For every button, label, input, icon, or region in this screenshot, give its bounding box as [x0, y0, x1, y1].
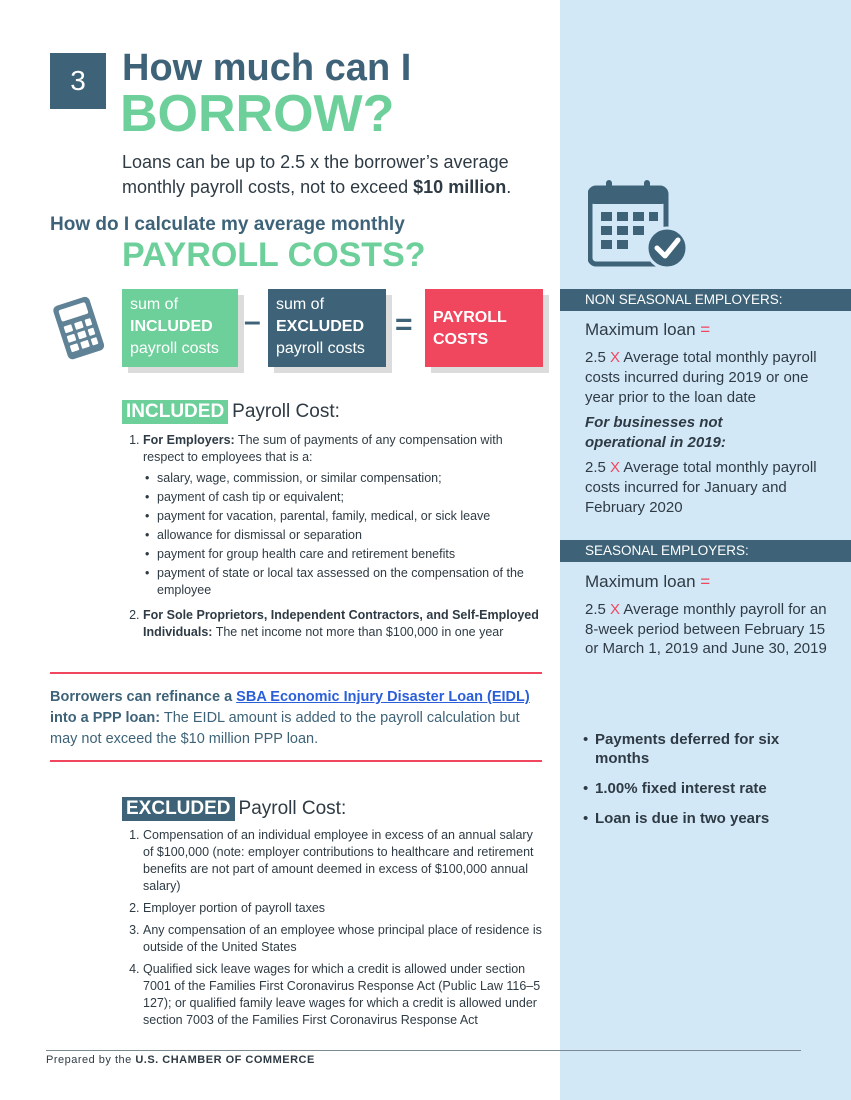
excluded-list — [125, 827, 545, 1034]
intro-bold-amount: $10 million — [413, 177, 507, 197]
payroll-costs-box: PAYROLL COSTS — [425, 289, 543, 367]
list-item: 2. For Sole Proprietors, Independent Contractors, and Self-Employed Individuals: The net income not more than $100,000 in one year — [143, 607, 545, 641]
calendar-check-icon — [588, 178, 692, 270]
footer-credit: Prepared by the U.S. CHAMBER OF COMMERCE — [46, 1054, 315, 1066]
calc-heading: PAYROLL COSTS? — [122, 236, 426, 274]
excluded-tag: EXCLUDED — [122, 797, 235, 821]
included-heading: INCLUDED Payroll Cost: — [122, 400, 340, 424]
non-seasonal-formula: 2.5 X Average total monthly payroll costs incurred during 2019 or one year prior to the loan date — [585, 349, 817, 406]
refinance-callout: Borrowers can refinance a SBA Economic Injury Disaster Loan (EIDL) into a PPP loan: The EIDL amount is added to the payroll calculation but may not exceed the $10 million PPP loan. — [50, 689, 530, 747]
seasonal-formula: 2.5 X Average monthly payroll for an 8-week period between February 15 or March 1, 2019 and June 30, 2019 — [585, 601, 827, 657]
seasonal-max-loan: Maximum loan = — [585, 572, 711, 591]
non-seasonal-band: NON SEASONAL EMPLOYERS: — [560, 289, 851, 311]
list-item: 2. Employer portion of payroll taxes — [143, 900, 545, 917]
list-item: • payment for vacation, parental, family, medical, or sick leave — [157, 508, 545, 525]
list-item: 1. Compensation of an individual employee in excess of an annual salary of $100,000 (note: employer contributions to healthcare and retirement benefits are not part of amount deemed in excess of $100,000 annual salary) — [143, 827, 545, 895]
eidl-link[interactable]: SBA Economic Injury Disaster Loan (EIDL) — [236, 689, 530, 705]
equals-sign: = — [395, 308, 413, 341]
loan-terms-list — [585, 730, 825, 839]
seasonal-band: SEASONAL EMPLOYERS: — [560, 540, 851, 562]
intro-text: Loans can be up to 2.5 x the borrower’s average monthly payroll costs, not to exceed $10 million. — [122, 152, 512, 197]
list-item: • allowance for dismissal or separation — [157, 527, 545, 544]
page-title-line1: How much can I — [122, 47, 412, 89]
section-number: 3 — [50, 53, 106, 109]
list-item: • payment of state or local tax assessed on the compensation of the employee — [157, 565, 527, 599]
divider-bottom — [50, 760, 542, 762]
divider-top — [50, 672, 542, 674]
excluded-costs-box: sum of EXCLUDED payroll costs — [268, 289, 386, 367]
list-item: 3. Any compensation of an employee whose principal place of residence is outside of the United States — [143, 922, 545, 956]
non-seasonal-max-loan: Maximum loan = — [585, 320, 711, 339]
list-item: • Loan is due in two years — [595, 809, 825, 828]
not-operational-note: For businesses not operational in 2019: — [585, 414, 726, 451]
list-item: • payment for group health care and retirement benefits — [157, 546, 545, 563]
list-item: 1. For Employers: The sum of payments of any compensation with respect to employees that is a: • salary, wage, commission, or similar compensation; • payment of cash tip or equivalent; • payment for vacation, parental, family, medical, or sick leave • allowance for dismissal or separation • payment for group health care and retirement benefits • payment of state or local tax assessed on the compensation of the employee — [143, 432, 545, 599]
list-item: 4. Qualified sick leave wages for which a credit is allowed under section 7001 of the Families First Coronavirus Response Act (Public Law 116–5 127); or qualified family leave wages for which a credit is allowed under section 7003 of the Families First Coronavirus Response Act — [143, 961, 545, 1029]
footer-divider — [46, 1050, 801, 1051]
included-costs-box: sum of INCLUDED payroll costs — [122, 289, 238, 367]
page-title-line2: BORROW? — [120, 85, 395, 143]
calc-question: How do I calculate my average monthly — [50, 214, 405, 235]
list-item: • 1.00% fixed interest rate — [595, 779, 825, 798]
excluded-heading: EXCLUDED Payroll Cost: — [122, 797, 346, 821]
list-item: • payment of cash tip or equivalent; — [157, 489, 545, 506]
included-list — [125, 432, 545, 646]
non-seasonal-formula-2020: 2.5 X Average total monthly payroll costs incurred for January and February 2020 — [585, 459, 817, 516]
list-item: • salary, wage, commission, or similar compensation; — [157, 470, 545, 487]
included-tag: INCLUDED — [122, 400, 228, 424]
calculator-icon — [46, 294, 112, 364]
list-item: • Payments deferred for six months — [595, 730, 785, 768]
minus-sign: – — [244, 305, 261, 338]
